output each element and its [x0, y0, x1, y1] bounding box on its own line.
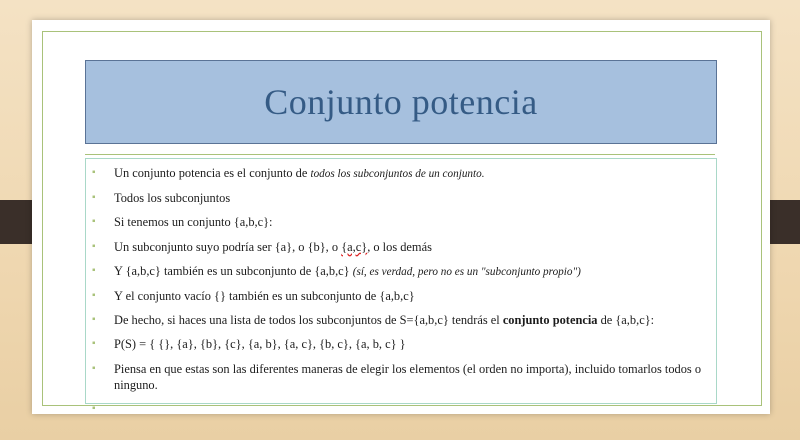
list-item: ▪ De hecho, si haces una lista de todos los subconjuntos de S={a,b,c} tendrás el conjunto potencia de {a,b,c}:: [92, 313, 655, 328]
bullet-square-icon: ▪: [92, 192, 96, 204]
bullet-square-icon: ▪: [92, 167, 96, 178]
bullet-square-icon: ▪: [92, 402, 96, 414]
content-placeholder[interactable]: [85, 158, 717, 414]
bullet-square-icon: ▪: [92, 216, 96, 228]
list-item: ▪ Piensa en que estas son las diferentes maneras de elegir los elementos (el orden no importa), incluido tomarlos todos o ninguno.: [92, 361, 702, 392]
title-placeholder[interactable]: [85, 60, 717, 144]
list-item: ▪ Un subconjunto suyo podría ser {a}, o {b}, o {a,c}, o los demás: [92, 239, 432, 254]
list-item: ▪ Un conjunto potencia es el conjunto de todos los subconjuntos de un conjunto.: [92, 166, 485, 180]
bullet-square-icon: ▪: [92, 362, 96, 374]
title-divider: [85, 154, 715, 155]
bullet-square-icon: ▪: [92, 289, 96, 301]
bullet-square-icon: ▪: [92, 338, 96, 350]
list-item: ▪ P(S) = { {}, {a}, {b}, {c}, {a, b}, {a, c}, {b, c}, {a, b, c} }: [92, 337, 406, 352]
bullet-square-icon: ▪: [92, 314, 96, 326]
bullet-list: [86, 159, 716, 414]
slide-title: Conjunto potencia: [264, 82, 538, 122]
bullet-square-icon: ▪: [92, 240, 96, 252]
bullet-square-icon: ▪: [92, 264, 96, 276]
list-item: ▪ Y {a,b,c} también es un subconjunto de {a,b,c} (sí, es verdad, pero no es un "subconjunto propio"): [92, 263, 581, 278]
list-item: ▪ Si tenemos un conjunto {a,b,c}:: [92, 215, 273, 230]
slide: [32, 20, 770, 414]
list-item: ▪ Todos los subconjuntos: [92, 191, 231, 206]
list-item: ▪ Y el conjunto vacío {} también es un subconjunto de {a,b,c}: [92, 288, 415, 303]
